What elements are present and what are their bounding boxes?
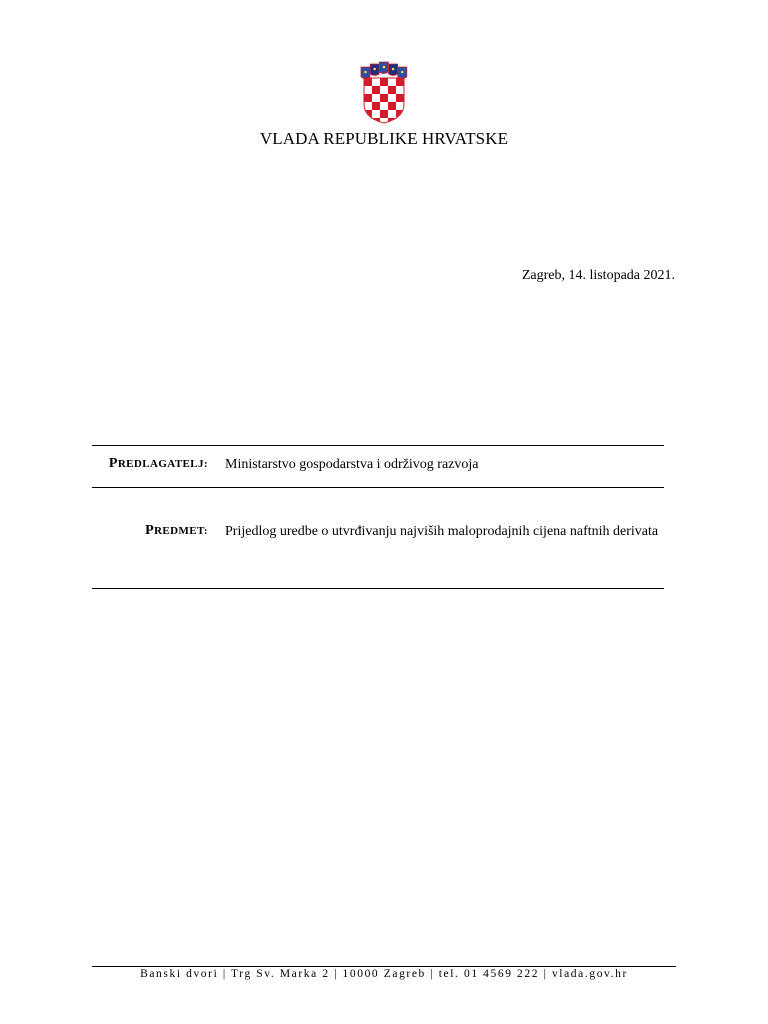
divider-bottom — [92, 588, 664, 589]
proposer-label: PREDLAGATELJ: — [108, 456, 208, 471]
government-title: VLADA REPUBLIKE HRVATSKE — [259, 129, 509, 148]
subject-label: PREDMET: — [145, 523, 208, 538]
footer-divider — [92, 966, 676, 967]
divider-middle — [92, 487, 664, 488]
document-date: Zagreb, 14. listopada 2021. — [521, 268, 675, 283]
footer-address: Banski dvori | Trg Sv. Marka 2 | 10000 Zagreb | tel. 01 4569 222 | vlada.gov.hr — [140, 968, 628, 980]
proposer-value: Ministarstvo gospodarstva i održivog razvoja — [225, 457, 479, 472]
subject-value: Prijedlog uredbe o utvrđivanju najviših maloprodajnih cijena naftnih derivata — [225, 524, 659, 539]
croatian-coat-of-arms-icon — [359, 60, 409, 124]
divider-top — [92, 445, 664, 446]
